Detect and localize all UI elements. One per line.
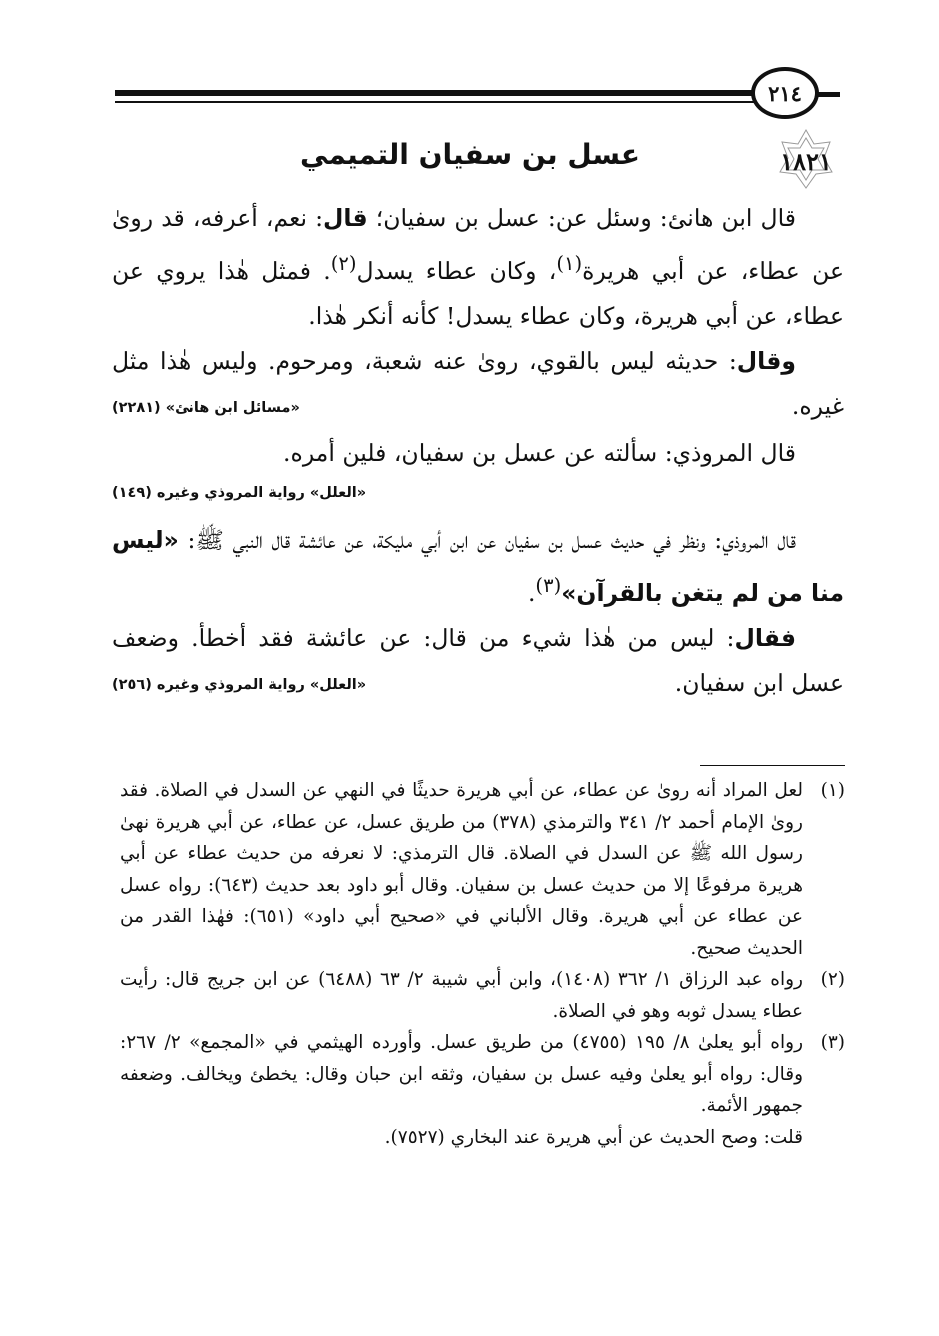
page-number: ٢١٤ bbox=[751, 67, 819, 119]
footnote bbox=[120, 775, 845, 964]
footnote-ref: (١) bbox=[556, 252, 583, 275]
paragraph bbox=[112, 196, 844, 339]
header-rule-thin bbox=[115, 101, 760, 103]
footnote-separator bbox=[700, 765, 845, 766]
text: : حديثه ليس بالقوي، روىٰ عنه شعبة، ومرحوم. وليس هٰذا مثل غيره. bbox=[112, 346, 844, 420]
source-citation: «العلل» رواية المروذي وغيره (١٤٩) bbox=[112, 484, 367, 501]
footnote-text: رواه عبد الرزاق ١/ ٣٦٢ (١٤٠٨)، وابن أبي شيبة ٢/ ٦٣ (٦٤٨٨) عن ابن جريج قال: رأيت عطاء يسدل ثوبه وهو في الصلاة. bbox=[120, 969, 803, 1022]
source-citation: «مسائل ابن هانئ» (٢٢٨١) bbox=[112, 399, 300, 416]
footnote-ref: (٣) bbox=[535, 573, 562, 597]
footnote-body bbox=[120, 1027, 803, 1153]
text: . فمثل هٰذا يروي عن عطاء، عن أبي هريرة، وكان عطاء يسدل! كأنه أنكر هٰذا. bbox=[112, 256, 844, 330]
footnotes bbox=[120, 775, 845, 1153]
text: : ليس من هٰذا شيء من قال: عن عائشة فقد أخطأ. وضعف عسل ابن سفيان. bbox=[112, 623, 844, 697]
footnote bbox=[120, 964, 845, 1027]
footnote-number: (١) bbox=[820, 780, 845, 801]
footnote-number: (٢) bbox=[820, 969, 845, 990]
paragraph bbox=[112, 431, 844, 476]
text: قال ابن هانئ: وسئل عن: عسل بن سفيان؛ bbox=[367, 204, 797, 232]
footnote-text: رواه أبو يعلىٰ ٨/ ١٩٥ (٤٧٥٥) من طريق عسل. وأورده الهيثمي في «المجمع» ٢/ ٢٦٧: وقال: رواه أبو يعلىٰ وفيه عسل بن سفيان، وثقه ابن حبان وقال: يخطئ ويخالف. وضعفه جمهور الأئمة. bbox=[120, 1032, 803, 1116]
paragraph bbox=[112, 518, 844, 616]
paragraph bbox=[112, 616, 844, 706]
main-text bbox=[112, 196, 844, 708]
text: قال المروذي: ونظر في حديث عسل بن سفيان عن ابن أبي مليكة، عن عائشة قال النبي ﷺ: bbox=[178, 525, 796, 554]
text: : نعم، أعرفه، قد روىٰ عن عطاء، عن أبي هريرة bbox=[112, 204, 844, 285]
quote-text: «ليس منا من لم يتغن بالقرآن» bbox=[112, 525, 844, 607]
footnote-ref: (٢) bbox=[330, 252, 357, 275]
bold-text: وقال bbox=[736, 346, 796, 375]
entry-title: عسل بن سفيان التميمي bbox=[300, 138, 640, 171]
bold-text: فقال bbox=[734, 623, 796, 652]
paragraph bbox=[112, 339, 844, 429]
footnote-number: (٣) bbox=[820, 1032, 845, 1053]
footnote-extra: قلت: وصح الحديث عن أبي هريرة عند البخاري (٧٥٢٧). bbox=[384, 1126, 803, 1148]
bold-text: قال bbox=[323, 204, 368, 232]
header-rule-thick bbox=[115, 90, 760, 96]
text: قال المروذي: سألته عن عسل بن سفيان، فلين أمره. bbox=[283, 438, 796, 467]
footnote bbox=[120, 1027, 845, 1153]
entry-number-badge bbox=[768, 138, 844, 184]
entry-number: ١٨٢١ bbox=[780, 146, 832, 176]
text: . bbox=[527, 578, 536, 607]
text: ، وكان عطاء يسدل bbox=[356, 256, 557, 285]
page-header bbox=[115, 55, 840, 135]
source-citation: «العلل» رواية المروذي وغيره (٢٥٦) bbox=[112, 676, 367, 693]
footnote-text: لعل المراد أنه روىٰ عن عطاء، عن أبي هريرة حديثًا في النهي عن السدل في الصلاة. فقد روىٰ الإمام أحمد ٢/ ٣٤١ والترمذي (٣٧٨) من طريق عسل، عن عطاء، عن أبي هريرة نهىٰ رسول الله ﷺ عن السدل في الصلاة. قال الترمذي: لا نعرفه من حديث عطاء عن أبي هريرة مرفوعًا إلا من حديث عسل بن سفيان. وقال أبو داود بعد حديث (٦٤٣): رواه عسل عن عطاء عن أبي هريرة. وقال الألباني في «صحيح أبي داود» (٦٥١): فهٰذا القدر من الحديث صحيح. bbox=[120, 780, 804, 959]
